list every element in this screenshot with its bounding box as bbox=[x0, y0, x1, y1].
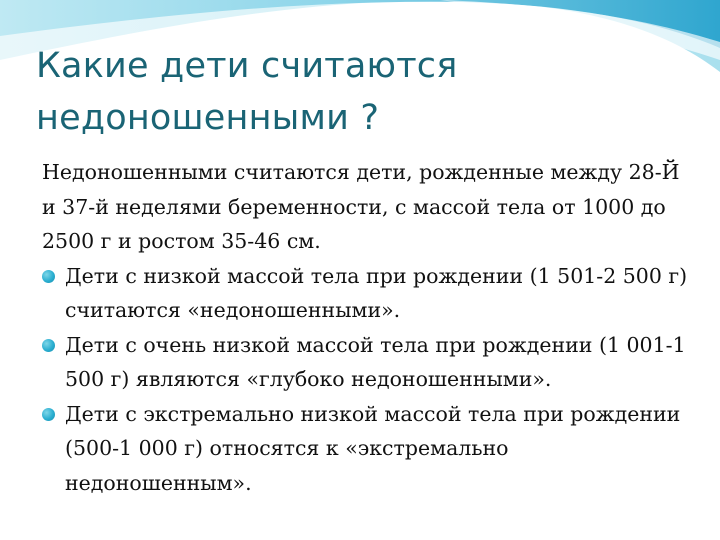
bullet-dot-icon bbox=[42, 270, 55, 283]
bullet-dot-icon bbox=[42, 339, 55, 352]
bullet-list bbox=[42, 259, 692, 501]
bullet-text: Дети с экстремально низкой массой тела при рождении (500-1 000 г) относятся к «экстремально недоношенным». bbox=[65, 401, 681, 495]
bullet-item-extremely-low-weight bbox=[42, 397, 692, 501]
slide-title: Какие дети считаются недоношенными ? bbox=[36, 46, 458, 138]
slide-body bbox=[42, 155, 692, 500]
intro-paragraph: Недоношенными считаются дети, рожденные между 28-Й и 37-й неделями беременности, с массой тела от 1000 до 2500 г и ростом 35-46 см. bbox=[42, 160, 680, 253]
bullet-text: Дети с очень низкой массой тела при рождении (1 001-1 500 г) являются «глубоко недоношенными». bbox=[65, 332, 686, 391]
bullet-item-very-low-weight bbox=[42, 328, 692, 397]
bullet-dot-icon bbox=[42, 408, 55, 421]
bullet-text: Дети с низкой массой тела при рождении (1 501-2 500 г) считаются «недоношенными». bbox=[65, 263, 688, 322]
bullet-item-low-weight bbox=[42, 259, 692, 328]
